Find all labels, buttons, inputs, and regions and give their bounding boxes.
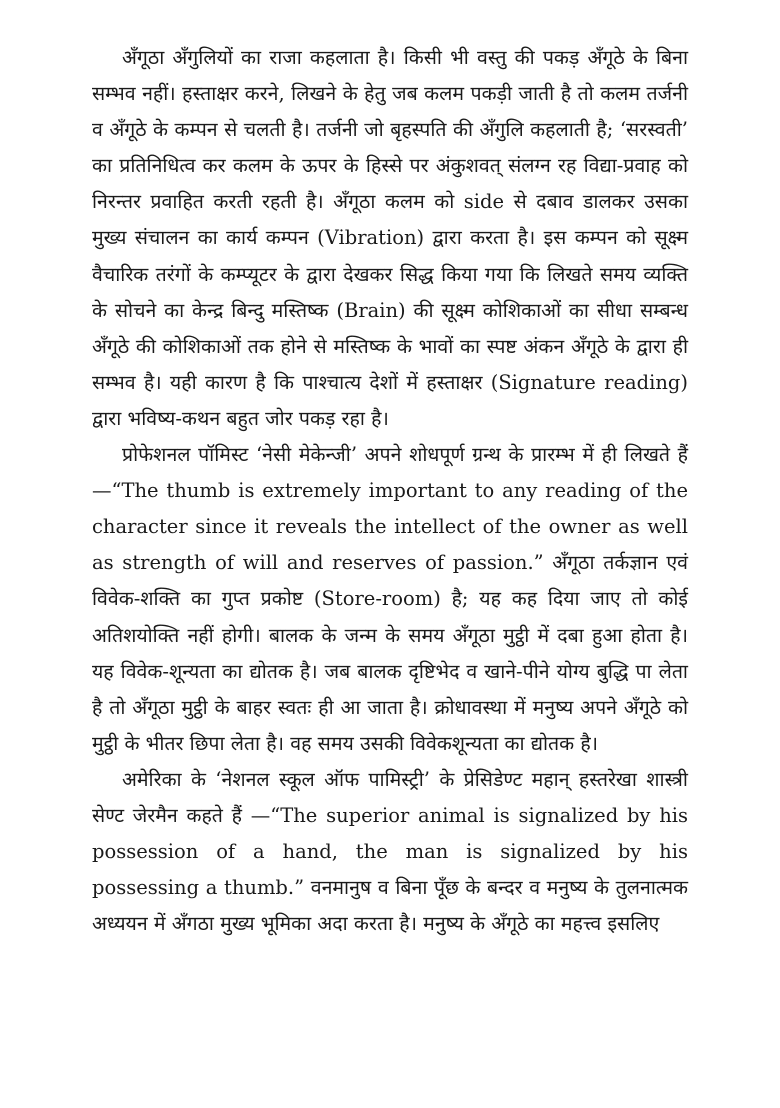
paragraph-saint-germain-quote: अमेरिका के ‘नेशनल स्कूल ऑफ पामिस्ट्री’ के प्रेसिडेण्ट महान् हस्तरेखा शास्त्री सेण्ट जेरमैन कहते हैं —“The superior animal is signalized by his possession of a hand, the man is signalized by his possessing a thumb.” वनमानुष व बिना पूँछ के बन्दर व मनुष्य के तुलनात्मक अध्ययन में अँगठा मुख्य भूमिका अदा करता है। मनुष्य के अँगूठे का महत्त्व इसलिए [92, 767, 688, 936]
paragraph-nessie-mackenzie-quote: प्रोफेशनल पॉमिस्ट ‘नेसी मेकेन्जी’ अपने शोधपूर्ण ग्रन्थ के प्रारम्भ में ही लिखते हैं —“The thumb is extremely important to any reading of the character since it reveals the intellect of the owner as well as strength of will and reserves of passion.” अँगूठा तर्कज्ञान एवं विवेक-शक्ति का गुप्त प्रकोष्ट (Store-room) है; यह कह दिया जाए तो कोई अतिशयोक्ति नहीं होगी। बालक के जन्म के समय अँगूठा मुट्ठी में दबा हुआ होता है। यह विवेक-शून्यता का द्योतक है। जब बालक दृष्टिभेद व खाने-पीने योग्य बुद्धि पा लेता है तो अँगूठा मुट्ठी के बाहर स्वतः ही आ जाता है। क्रोधावस्था में मनुष्य अपने अँगूठे को मुट्ठी के भीतर छिपा लेता है। वह समय उसकी विवेकशून्यता का द्योतक है। [92, 443, 688, 755]
page-body [92, 40, 688, 942]
paragraph-thumb-king: अँगूठा अँगुलियों का राजा कहलाता है। किसी भी वस्तु की पकड़ अँगूठे के बिना सम्भव नहीं। हस्ताक्षर करने, लिखने के हेतु जब कलम पकड़ी जाती है तो कलम तर्जनी व अँगूठे के कम्पन से चलती है। तर्जनी जो बृहस्पति की अँगुलि कहलाती है; ‘सरस्वती’ का प्रतिनिधित्व कर कलम के ऊपर के हिस्से पर अंकुशवत् संलग्न रह विद्या-प्रवाह को निरन्तर प्रवाहित करती रहती है। अँगूठा कलम को side से दबाव डालकर उसका मुख्य संचालन का कार्य कम्पन (Vibration) द्वारा करता है। इस कम्पन को सूक्ष्म वैचारिक तरंगों के कम्प्यूटर के द्वारा देखकर सिद्ध किया गया कि लिखते समय व्यक्ति के सोचने का केन्द्र बिन्दु मस्तिष्क (Brain) की सूक्ष्म कोशिकाओं का सीधा सम्बन्ध अँगूठे की कोशिकाओं तक होने से मस्तिष्क के भावों का स्पष्ट अंकन अँगूठे के द्वारा ही सम्भव है। यही कारण है कि पाश्चात्य देशों में हस्ताक्षर (Signature reading) द्वारा भविष्य-कथन बहुत जोर पकड़ रहा है। [92, 46, 688, 430]
